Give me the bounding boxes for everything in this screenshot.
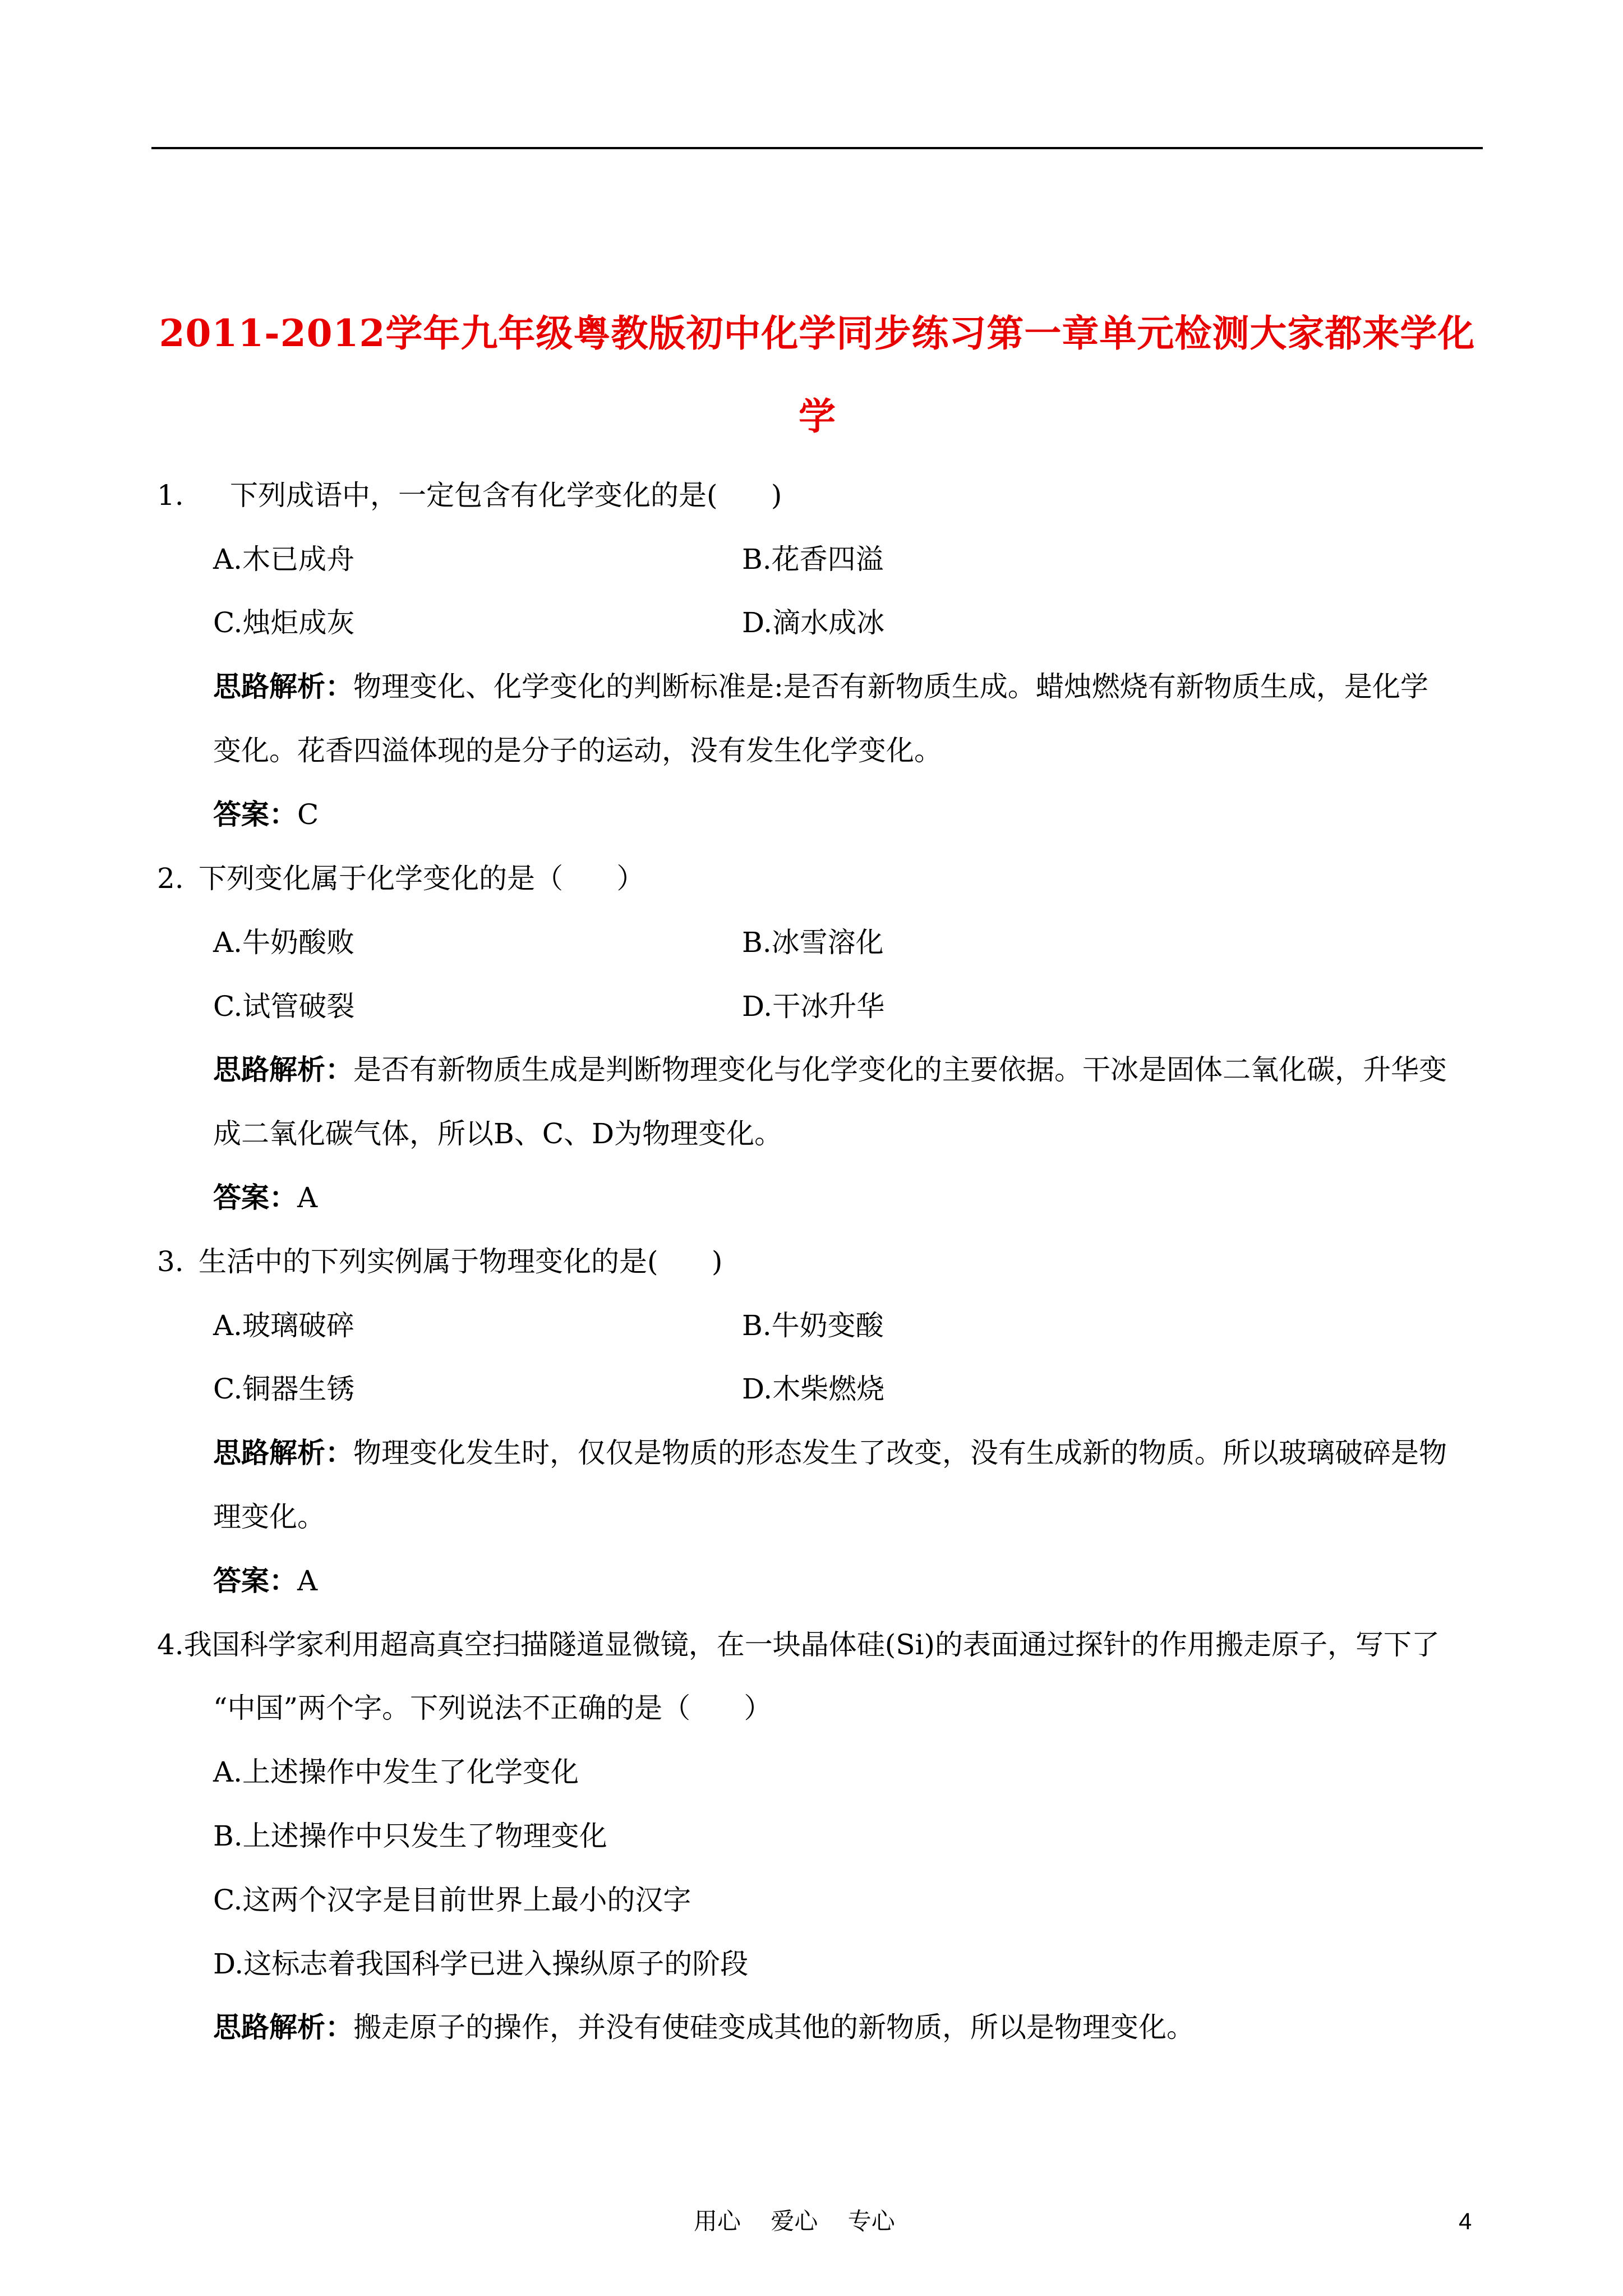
question-2-option-d: D.干冰升华 xyxy=(742,990,885,1023)
answer-value: A xyxy=(297,1181,318,1214)
question-1-option-c: C.烛炬成灰 xyxy=(213,606,355,639)
question-1-stem: 下列成语中，一定包含有化学变化的是( ) xyxy=(230,479,782,512)
question-1-option-a: A.木已成舟 xyxy=(213,543,355,576)
answer-label: 答案： xyxy=(213,1181,297,1214)
question-4-option-c: C.这两个汉字是目前世界上最小的汉字 xyxy=(213,1884,691,1916)
question-2-option-c: C.试管破裂 xyxy=(213,990,355,1023)
question-3-answer xyxy=(213,1564,317,1598)
question-1-analysis xyxy=(213,670,1428,703)
question-2-option-a: A.牛奶酸败 xyxy=(213,926,355,959)
question-4-stem: 4.我国科学家利用超高真空扫描隧道显微镜，在一块晶体硅(Si)的表面通过探针的作用搬走原子，写下了 xyxy=(157,1628,1440,1661)
answer-label: 答案： xyxy=(213,1564,297,1597)
question-4-analysis xyxy=(213,2010,1195,2044)
analysis-text: 是否有新物质生成是判断物理变化与化学变化的主要依据。干冰是固体二氧化碳，升华变 xyxy=(353,1053,1447,1086)
document-title-line-2: 学 xyxy=(799,394,836,438)
question-3-analysis-cont: 理变化。 xyxy=(213,1501,325,1533)
question-1-option-b: B.花香四溢 xyxy=(742,543,884,576)
question-1-answer xyxy=(213,798,319,831)
answer-value: C xyxy=(297,798,319,831)
question-4-stem-cont: “中国”两个字。下列说法不正确的是（ ） xyxy=(213,1692,772,1724)
analysis-text: 物理变化发生时，仅仅是物质的形态发生了改变，没有生成新的物质。所以玻璃破碎是物 xyxy=(353,1437,1447,1469)
question-1-option-d: D.滴水成冰 xyxy=(742,606,885,639)
question-1-number: 1. xyxy=(157,479,184,512)
page-number: 4 xyxy=(1459,2208,1472,2234)
question-2-number: 2. xyxy=(157,862,184,895)
question-2-stem: 下列变化属于化学变化的是（ ） xyxy=(199,862,645,895)
question-4-option-b: B.上述操作中只发生了物理变化 xyxy=(213,1820,607,1852)
header-rule xyxy=(151,147,1483,149)
analysis-label: 思路解析： xyxy=(213,2010,353,2044)
question-3-option-c: C.铜器生锈 xyxy=(213,1373,355,1405)
question-4-option-a: A.上述操作中发生了化学变化 xyxy=(213,1756,579,1788)
question-1-analysis-cont: 变化。花香四溢体现的是分子的运动，没有发生化学变化。 xyxy=(213,734,942,767)
analysis-label: 思路解析： xyxy=(213,1436,353,1469)
analysis-text: 物理变化、化学变化的判断标准是:是否有新物质生成。蜡烛燃烧有新物质生成，是化学 xyxy=(353,670,1428,703)
question-3-stem: 生活中的下列实例属于物理变化的是( ) xyxy=(199,1245,723,1278)
analysis-text: 搬走原子的操作，并没有使硅变成其他的新物质，所以是物理变化。 xyxy=(353,2011,1195,2044)
question-2-answer xyxy=(213,1181,317,1214)
question-3-option-b: B.牛奶变酸 xyxy=(742,1309,884,1342)
question-2-analysis xyxy=(213,1053,1447,1087)
question-2-option-b: B.冰雪溶化 xyxy=(742,926,884,959)
question-4-option-d: D.这标志着我国科学已进入操纵原子的阶段 xyxy=(213,1948,749,1980)
footer-motto: 用心 爱心 专心 xyxy=(694,2207,895,2235)
question-3-analysis xyxy=(213,1436,1447,1470)
document-title-line-1: 2011-2012学年九年级粤教版初中化学同步练习第一章单元检测大家都来学化 xyxy=(159,311,1476,355)
analysis-label: 思路解析： xyxy=(213,670,353,703)
answer-label: 答案： xyxy=(213,798,297,831)
question-2-analysis-cont: 成二氧化碳气体，所以B、C、D为物理变化。 xyxy=(213,1117,783,1150)
analysis-label: 思路解析： xyxy=(213,1053,353,1086)
question-3-option-a: A.玻璃破碎 xyxy=(213,1309,355,1342)
question-3-number: 3. xyxy=(157,1245,184,1278)
question-3-option-d: D.木柴燃烧 xyxy=(742,1373,885,1405)
answer-value: A xyxy=(297,1565,318,1597)
